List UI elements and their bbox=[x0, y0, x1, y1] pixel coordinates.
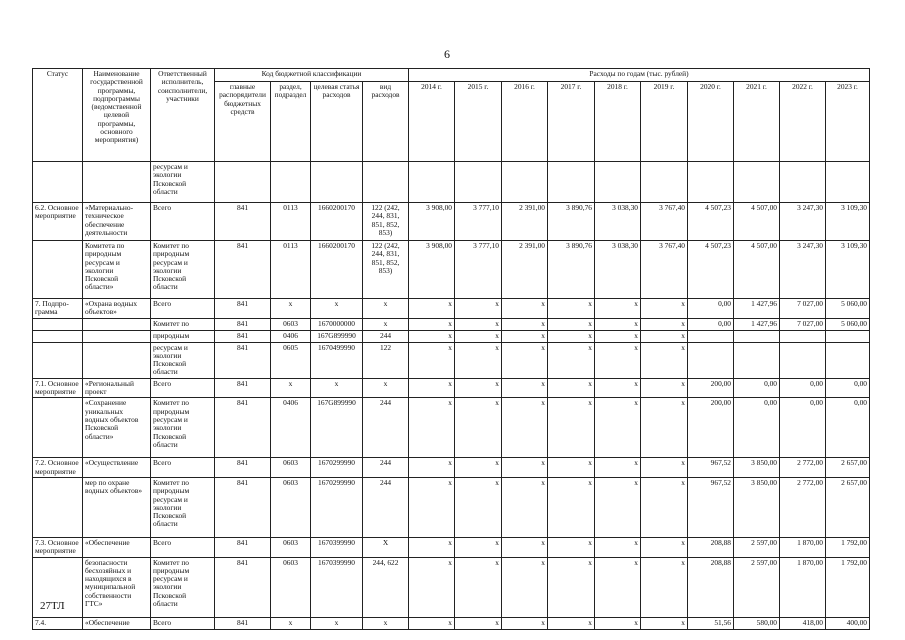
row-expense-value: 2 597,00 bbox=[734, 557, 780, 617]
row-expense-value bbox=[734, 330, 780, 342]
row-expense-value: x bbox=[455, 318, 502, 330]
header-year: 2023 г. bbox=[826, 82, 870, 162]
row-expense-value: 580,00 bbox=[734, 617, 780, 629]
header-year: 2016 г. bbox=[502, 82, 548, 162]
row-grbs: 841 bbox=[215, 203, 271, 241]
row-expense-value: x bbox=[409, 458, 455, 478]
row-expense-value: 3 109,30 bbox=[826, 241, 870, 299]
header-grbs: главные распорядители бюджетных средств bbox=[215, 82, 271, 162]
row-expense-value: 0,00 bbox=[780, 378, 826, 398]
row-expense-value: x bbox=[595, 477, 641, 537]
row-target: 1670399990 bbox=[311, 537, 363, 557]
row-expense-value: x bbox=[455, 557, 502, 617]
row-expense-value: x bbox=[595, 342, 641, 378]
row-expense-value: x bbox=[595, 398, 641, 458]
row-section: x bbox=[271, 299, 311, 319]
row-expense-value: x bbox=[455, 299, 502, 319]
header-budget-code: Код бюджетной классификации bbox=[215, 69, 409, 82]
row-exp-type: x bbox=[363, 617, 409, 629]
row-grbs: 841 bbox=[215, 617, 271, 629]
row-expense-value: 4 507,00 bbox=[734, 203, 780, 241]
row-section: 0113 bbox=[271, 203, 311, 241]
row-status bbox=[33, 477, 83, 537]
row-executor: Комитет по bbox=[151, 318, 215, 330]
row-exp-type: x bbox=[363, 318, 409, 330]
row-exp-type: X bbox=[363, 537, 409, 557]
row-expense-value: x bbox=[595, 557, 641, 617]
row-expense-value: x bbox=[641, 458, 688, 478]
table-row bbox=[33, 162, 870, 203]
row-expense-value: x bbox=[548, 398, 595, 458]
row-executor: Комитет по природным ресурсам и экологии Псковской области bbox=[151, 477, 215, 537]
row-status: 6.2. Основное мероприятие bbox=[33, 203, 83, 241]
row-grbs: 841 bbox=[215, 342, 271, 378]
row-executor: ресурсам и экологии Псковской области bbox=[151, 342, 215, 378]
row-expense-value: x bbox=[595, 378, 641, 398]
row-expense-value: 3 767,40 bbox=[641, 241, 688, 299]
row-expense-value: x bbox=[595, 330, 641, 342]
header-executor: Ответственный исполнитель, соисполнители, участники bbox=[151, 69, 215, 162]
row-target: 1660200170 bbox=[311, 241, 363, 299]
row-name: «Обеспечение bbox=[83, 537, 151, 557]
row-expense-value bbox=[455, 162, 502, 203]
row-expense-value bbox=[641, 162, 688, 203]
row-expense-value: x bbox=[548, 458, 595, 478]
row-executor: Всего bbox=[151, 458, 215, 478]
row-section: 0603 bbox=[271, 477, 311, 537]
row-expense-value: x bbox=[409, 342, 455, 378]
row-expense-value: 2 772,00 bbox=[780, 477, 826, 537]
row-grbs: 841 bbox=[215, 458, 271, 478]
row-name: «Сохранение уникальных водных объектов Псковской области» bbox=[83, 398, 151, 458]
row-expense-value: 3 890,76 bbox=[548, 241, 595, 299]
row-target bbox=[311, 162, 363, 203]
row-expense-value: x bbox=[455, 617, 502, 629]
table-row bbox=[33, 378, 870, 398]
row-exp-type: 122 bbox=[363, 342, 409, 378]
row-name: «Осуществление bbox=[83, 458, 151, 478]
row-expense-value: x bbox=[641, 299, 688, 319]
row-expense-value: 418,00 bbox=[780, 617, 826, 629]
row-expense-value bbox=[780, 162, 826, 203]
row-expense-value: x bbox=[409, 537, 455, 557]
row-expense-value: 0,00 bbox=[688, 299, 734, 319]
budget-table bbox=[32, 68, 870, 630]
row-expense-value: x bbox=[409, 378, 455, 398]
row-exp-type: 122 (242, 244, 831, 851, 852, 853) bbox=[363, 241, 409, 299]
row-name: «Материально-техническое обеспечение деятельности bbox=[83, 203, 151, 241]
table-row bbox=[33, 398, 870, 458]
row-expense-value: x bbox=[409, 477, 455, 537]
row-target: x bbox=[311, 378, 363, 398]
row-status: 7.2. Основное мероприятие bbox=[33, 458, 83, 478]
row-expense-value: x bbox=[502, 342, 548, 378]
row-expense-value bbox=[780, 330, 826, 342]
row-target: 167G899990 bbox=[311, 330, 363, 342]
table-row bbox=[33, 241, 870, 299]
row-section: x bbox=[271, 378, 311, 398]
row-target: 167G899990 bbox=[311, 398, 363, 458]
row-expense-value: x bbox=[595, 299, 641, 319]
row-expense-value: 5 060,00 bbox=[826, 318, 870, 330]
row-expense-value: x bbox=[455, 342, 502, 378]
row-expense-value: 3 767,40 bbox=[641, 203, 688, 241]
row-target: x bbox=[311, 299, 363, 319]
row-section: 0603 bbox=[271, 537, 311, 557]
row-expense-value: x bbox=[409, 557, 455, 617]
table-row bbox=[33, 557, 870, 617]
row-exp-type: 244 bbox=[363, 477, 409, 537]
row-expense-value: x bbox=[641, 398, 688, 458]
row-status bbox=[33, 342, 83, 378]
header-exp-type: вид расходов bbox=[363, 82, 409, 162]
row-expense-value: x bbox=[502, 557, 548, 617]
row-expense-value: 51,56 bbox=[688, 617, 734, 629]
row-expense-value: x bbox=[502, 477, 548, 537]
row-expense-value: x bbox=[409, 398, 455, 458]
row-expense-value: x bbox=[502, 617, 548, 629]
row-expense-value: 4 507,23 bbox=[688, 203, 734, 241]
header-year: 2019 г. bbox=[641, 82, 688, 162]
header-row-1 bbox=[33, 69, 870, 82]
table-row bbox=[33, 330, 870, 342]
row-expense-value: 1 427,96 bbox=[734, 318, 780, 330]
table-row bbox=[33, 477, 870, 537]
row-expense-value: 3 038,30 bbox=[595, 241, 641, 299]
row-expense-value: x bbox=[502, 318, 548, 330]
row-expense-value: 208,88 bbox=[688, 537, 734, 557]
row-expense-value: x bbox=[641, 617, 688, 629]
row-expense-value: 3 890,76 bbox=[548, 203, 595, 241]
row-expense-value: 3 777,10 bbox=[455, 203, 502, 241]
row-expense-value: x bbox=[455, 458, 502, 478]
row-expense-value: 208,88 bbox=[688, 557, 734, 617]
row-status bbox=[33, 162, 83, 203]
row-expense-value: 3 777,10 bbox=[455, 241, 502, 299]
row-expense-value: x bbox=[409, 617, 455, 629]
row-expense-value: x bbox=[502, 458, 548, 478]
row-grbs: 841 bbox=[215, 477, 271, 537]
header-year: 2015 г. bbox=[455, 82, 502, 162]
row-expense-value: x bbox=[455, 477, 502, 537]
row-expense-value: x bbox=[455, 537, 502, 557]
header-name: Наименование государственной программы, подпрограммы (ведомственной целевой программы, основного мероприятия) bbox=[83, 69, 151, 162]
row-expense-value: 3 109,30 bbox=[826, 203, 870, 241]
row-expense-value: 7 027,00 bbox=[780, 299, 826, 319]
row-expense-value: 1 792,00 bbox=[826, 557, 870, 617]
row-section: 0406 bbox=[271, 330, 311, 342]
row-expense-value: x bbox=[548, 342, 595, 378]
row-grbs: 841 bbox=[215, 398, 271, 458]
row-target: 1670399990 bbox=[311, 557, 363, 617]
row-executor: Всего bbox=[151, 378, 215, 398]
row-expense-value: 2 391,00 bbox=[502, 241, 548, 299]
row-expense-value bbox=[595, 162, 641, 203]
table-row bbox=[33, 299, 870, 319]
row-expense-value: x bbox=[641, 378, 688, 398]
row-expense-value: 0,00 bbox=[826, 378, 870, 398]
row-expense-value: x bbox=[548, 378, 595, 398]
row-status: 7.3. Основное мероприятие bbox=[33, 537, 83, 557]
row-exp-type: 122 (242, 244, 831, 851, 852, 853) bbox=[363, 203, 409, 241]
row-expense-value bbox=[502, 162, 548, 203]
row-exp-type: 244 bbox=[363, 398, 409, 458]
row-expense-value: 2 657,00 bbox=[826, 477, 870, 537]
row-status bbox=[33, 318, 83, 330]
row-expense-value bbox=[688, 342, 734, 378]
row-target: 1670000000 bbox=[311, 318, 363, 330]
row-expense-value: 4 507,00 bbox=[734, 241, 780, 299]
row-expense-value: x bbox=[641, 342, 688, 378]
row-expense-value: 3 908,00 bbox=[409, 203, 455, 241]
row-expense-value: 3 247,30 bbox=[780, 241, 826, 299]
row-name bbox=[83, 318, 151, 330]
row-expense-value bbox=[548, 162, 595, 203]
row-expense-value: 0,00 bbox=[826, 398, 870, 458]
row-status: 7.1. Основное мероприятие bbox=[33, 378, 83, 398]
row-expense-value: x bbox=[548, 477, 595, 537]
row-expense-value: 3 850,00 bbox=[734, 477, 780, 537]
row-expense-value: x bbox=[502, 398, 548, 458]
row-expense-value: x bbox=[595, 617, 641, 629]
row-expense-value: x bbox=[502, 299, 548, 319]
row-name bbox=[83, 342, 151, 378]
row-exp-type: 244 bbox=[363, 330, 409, 342]
header-year: 2018 г. bbox=[595, 82, 641, 162]
row-expense-value: x bbox=[455, 378, 502, 398]
row-exp-type bbox=[363, 162, 409, 203]
table-row bbox=[33, 203, 870, 241]
row-expense-value: x bbox=[455, 398, 502, 458]
row-executor: Комитет по природным ресурсам и экологии Псковской области bbox=[151, 398, 215, 458]
row-expense-value: 3 908,00 bbox=[409, 241, 455, 299]
footer-code: 27ТЛ bbox=[40, 600, 65, 612]
row-expense-value: x bbox=[409, 330, 455, 342]
row-expense-value: 0,00 bbox=[688, 318, 734, 330]
row-section: 0605 bbox=[271, 342, 311, 378]
row-expense-value: 0,00 bbox=[734, 398, 780, 458]
page-number: 6 bbox=[444, 47, 450, 61]
row-expense-value: 4 507,23 bbox=[688, 241, 734, 299]
row-executor: Всего bbox=[151, 617, 215, 629]
row-name: «Обеспечение bbox=[83, 617, 151, 629]
row-expense-value: x bbox=[502, 537, 548, 557]
row-expense-value: 1 792,00 bbox=[826, 537, 870, 557]
row-executor: Всего bbox=[151, 537, 215, 557]
row-expense-value: 200,00 bbox=[688, 378, 734, 398]
row-name: безопасности бесхозяйных и находящихся в муниципальной собственности ГТС» bbox=[83, 557, 151, 617]
row-expense-value bbox=[780, 342, 826, 378]
row-expense-value: 2 657,00 bbox=[826, 458, 870, 478]
row-expense-value: x bbox=[548, 617, 595, 629]
row-expense-value: x bbox=[548, 557, 595, 617]
row-grbs: 841 bbox=[215, 330, 271, 342]
row-executor: Всего bbox=[151, 299, 215, 319]
row-expense-value: x bbox=[595, 318, 641, 330]
row-name: «Охрана водных объектов» bbox=[83, 299, 151, 319]
row-section bbox=[271, 162, 311, 203]
row-target: 1670299990 bbox=[311, 477, 363, 537]
row-section: 0603 bbox=[271, 318, 311, 330]
row-expense-value: x bbox=[548, 537, 595, 557]
row-expense-value: 0,00 bbox=[780, 398, 826, 458]
header-target: целевая статья расходов bbox=[311, 82, 363, 162]
row-target: 1660200170 bbox=[311, 203, 363, 241]
row-status: 7. Подпро-грамма bbox=[33, 299, 83, 319]
row-expense-value: 3 850,00 bbox=[734, 458, 780, 478]
row-expense-value bbox=[409, 162, 455, 203]
header-year: 2020 г. bbox=[688, 82, 734, 162]
row-name bbox=[83, 330, 151, 342]
row-name bbox=[83, 162, 151, 203]
row-expense-value: 2 391,00 bbox=[502, 203, 548, 241]
header-expenses: Расходы по годам (тыс. рублей) bbox=[409, 69, 870, 82]
row-expense-value: x bbox=[455, 330, 502, 342]
table-row bbox=[33, 458, 870, 478]
row-expense-value: x bbox=[595, 458, 641, 478]
row-section: x bbox=[271, 617, 311, 629]
row-expense-value: 2 772,00 bbox=[780, 458, 826, 478]
row-status bbox=[33, 398, 83, 458]
row-executor: Комитет по природным ресурсам и экологии Псковской области bbox=[151, 557, 215, 617]
row-grbs bbox=[215, 162, 271, 203]
table-row bbox=[33, 537, 870, 557]
row-expense-value: 1 427,96 bbox=[734, 299, 780, 319]
row-section: 0603 bbox=[271, 557, 311, 617]
row-expense-value: 7 027,00 bbox=[780, 318, 826, 330]
row-status: 7.4. bbox=[33, 617, 83, 629]
row-exp-type: 244, 622 bbox=[363, 557, 409, 617]
row-exp-type: x bbox=[363, 378, 409, 398]
header-status: Статус bbox=[33, 69, 83, 162]
row-grbs: 841 bbox=[215, 537, 271, 557]
row-grbs: 841 bbox=[215, 299, 271, 319]
row-expense-value: 400,00 bbox=[826, 617, 870, 629]
row-expense-value: 1 870,00 bbox=[780, 537, 826, 557]
row-expense-value: 3 038,30 bbox=[595, 203, 641, 241]
row-name: «Региональный проект bbox=[83, 378, 151, 398]
row-grbs: 841 bbox=[215, 241, 271, 299]
row-expense-value bbox=[826, 162, 870, 203]
row-section: 0406 bbox=[271, 398, 311, 458]
row-expense-value: 5 060,00 bbox=[826, 299, 870, 319]
header-year: 2022 г. bbox=[780, 82, 826, 162]
row-expense-value: x bbox=[548, 299, 595, 319]
table-row bbox=[33, 342, 870, 378]
row-executor: Комитет по природным ресурсам и экологии Псковской области bbox=[151, 241, 215, 299]
row-status bbox=[33, 241, 83, 299]
header-year: 2014 г. bbox=[409, 82, 455, 162]
row-expense-value: x bbox=[641, 537, 688, 557]
row-expense-value: 1 870,00 bbox=[780, 557, 826, 617]
row-expense-value: 967,52 bbox=[688, 458, 734, 478]
row-expense-value: x bbox=[502, 378, 548, 398]
row-expense-value: 967,52 bbox=[688, 477, 734, 537]
header-section: раздел, подраздел bbox=[271, 82, 311, 162]
row-grbs: 841 bbox=[215, 378, 271, 398]
row-target: 1670299990 bbox=[311, 458, 363, 478]
row-name: Комитета по природным ресурсам и экологии Псковской области» bbox=[83, 241, 151, 299]
row-target: 1670499990 bbox=[311, 342, 363, 378]
row-expense-value: 200,00 bbox=[688, 398, 734, 458]
row-grbs: 841 bbox=[215, 557, 271, 617]
row-expense-value: x bbox=[548, 318, 595, 330]
row-expense-value: x bbox=[641, 330, 688, 342]
row-grbs: 841 bbox=[215, 318, 271, 330]
row-expense-value: x bbox=[641, 477, 688, 537]
row-exp-type: 244 bbox=[363, 458, 409, 478]
row-expense-value bbox=[688, 162, 734, 203]
row-expense-value bbox=[826, 342, 870, 378]
row-executor: природным bbox=[151, 330, 215, 342]
row-expense-value: x bbox=[595, 537, 641, 557]
table-row bbox=[33, 318, 870, 330]
row-expense-value bbox=[826, 330, 870, 342]
row-expense-value bbox=[734, 162, 780, 203]
header-year: 2021 г. bbox=[734, 82, 780, 162]
row-expense-value: x bbox=[641, 557, 688, 617]
row-target: x bbox=[311, 617, 363, 629]
row-expense-value: 0,00 bbox=[734, 378, 780, 398]
header-year: 2017 г. bbox=[548, 82, 595, 162]
row-expense-value: 2 597,00 bbox=[734, 537, 780, 557]
row-section: 0113 bbox=[271, 241, 311, 299]
row-exp-type: x bbox=[363, 299, 409, 319]
row-section: 0603 bbox=[271, 458, 311, 478]
table-row bbox=[33, 617, 870, 629]
row-expense-value: x bbox=[502, 330, 548, 342]
row-expense-value bbox=[734, 342, 780, 378]
row-status bbox=[33, 330, 83, 342]
row-name: мер по охране водных объектов» bbox=[83, 477, 151, 537]
row-expense-value: x bbox=[409, 299, 455, 319]
row-expense-value: x bbox=[641, 318, 688, 330]
row-expense-value: x bbox=[409, 318, 455, 330]
row-executor: Всего bbox=[151, 203, 215, 241]
row-expense-value: x bbox=[548, 330, 595, 342]
row-executor: ресурсам и экологии Псковской области bbox=[151, 162, 215, 203]
row-expense-value bbox=[688, 330, 734, 342]
row-expense-value: 3 247,30 bbox=[780, 203, 826, 241]
